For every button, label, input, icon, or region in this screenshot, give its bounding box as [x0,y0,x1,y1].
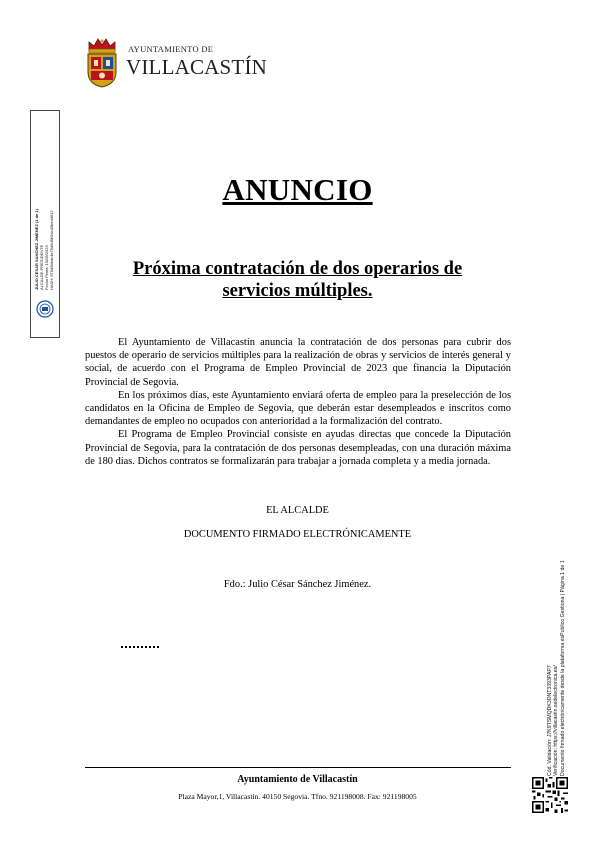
footer-organization: Ayuntamiento de Villacastín [237,774,358,785]
validation-note: Documento firmado electrónicamente desde la plataforma esPublico Gestiona | Página 1 de 1 [559,560,566,776]
document-body [85,336,511,468]
signer-role: ALCALDE-PRESIDENTE [39,244,44,290]
signature-date: Fecha Firma: 15/05/2023 [44,245,49,290]
signed-by: Fdo.: Julio César Sánchez Jiménez. [223,579,372,590]
footer-divider [85,767,511,768]
municipal-logo [84,36,268,92]
electronic-signature-note: DOCUMENTO FIRMADO ELECTRÓNICAMENTE [183,529,412,540]
document-title: ANUNCIO [222,172,373,207]
paragraph: En los próximos días, este Ayuntamiento enviará oferta de empleo para la preselección de los candidatos en la Oficina de Empleo de Segovia, que deberán estar desempleados e inscritos como demandantes de empleo no ocupados con anterioridad a la formalización del contrato. [85,389,511,428]
validation-text [547,516,566,776]
paragraph: El Programa de Empleo Provincial consiste en ayudas directas que concede la Diputación Provincial de Segovia, para la contratación de dos personas desempleadas, con una duración máxima de 180 días. Dichos contratos se formalizarán para trabajar a jornada completa y a media jornada. [85,429,511,467]
dotted-mark [121,643,159,648]
paragraph: El Ayuntamiento de Villacastín anuncia la contratación de dos personas para cubrir dos puestos de operario de servicios múltiples para la realización de obras y servicios de interés general y social, de acuerdo con el Programa de Empleo Provincial de 2023 que financia la Diputación Provincial de Segovia. [85,337,511,388]
coat-of-arms-icon [84,36,120,88]
logo-name: VILLACASTÍN [126,55,268,79]
seal-icon [36,300,54,318]
signatory-title: EL ALCALDE [266,505,329,516]
signature-hash: HASH: 676d5bbdc4e75d6d5b5acd3bed4612 [49,210,54,290]
validation-code: Cód. Validación: J7K9TSMQDK3DNT3393PAP7 [547,665,553,776]
logo-small-text: AYUNTAMIENTO DE [128,44,214,54]
qr-code-icon [532,777,568,813]
footer-address: Plaza Mayor,1, Villacastín. 40150 Segovia. Tfno. 921198008. Fax: 921198005 [178,792,417,801]
document-subtitle: Próxima contratación de dos operarios de servicios múltiples. [132,259,463,301]
validation-url: Verificación: https://villacastin.sedelectronica.es/ [553,665,560,776]
signer-name: JULIO CESAR SANCHEZ JIMENEZ (1 de 1) [34,209,39,290]
